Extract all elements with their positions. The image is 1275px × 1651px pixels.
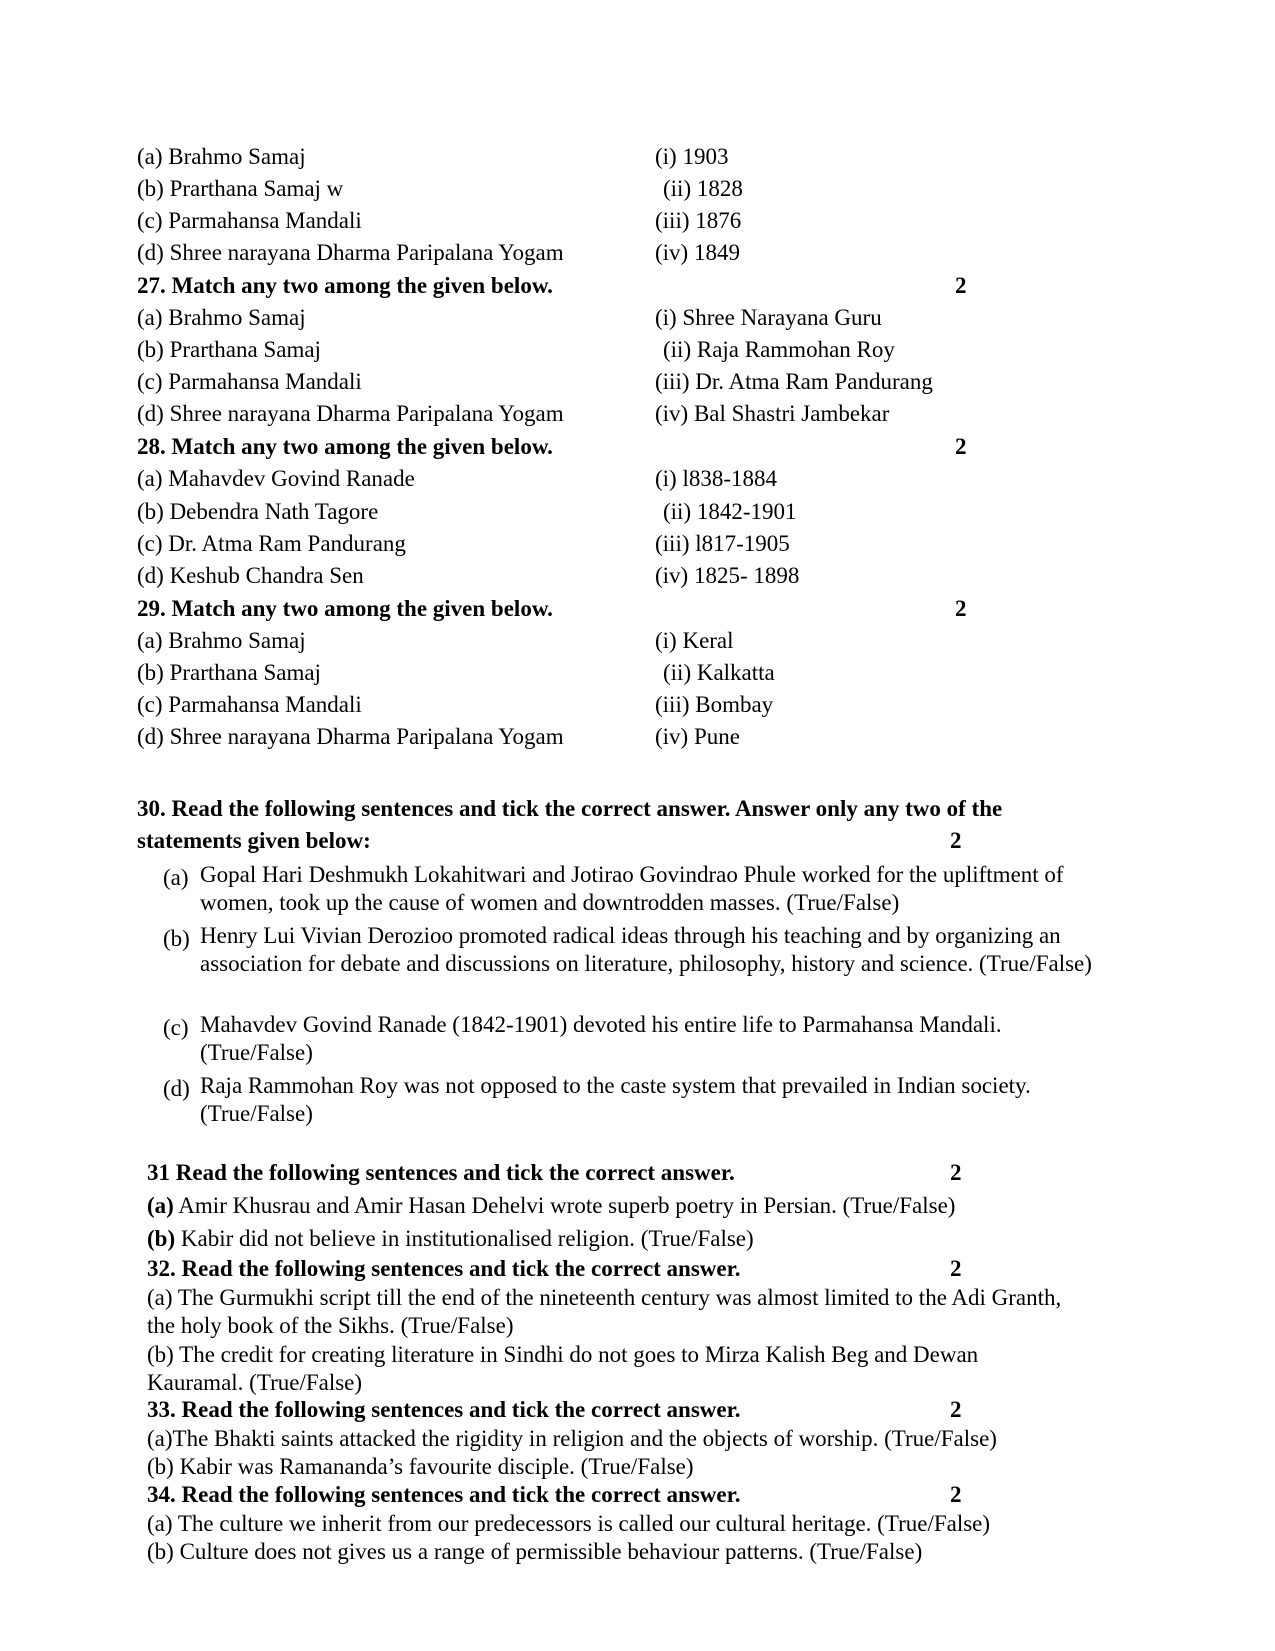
q27-right-iii: (iii) Dr. Atma Ram Pandurang [655, 369, 933, 394]
q29-left-c: (c) Parmahansa Mandali [137, 692, 362, 717]
q26-right-i: (i) 1903 [655, 144, 729, 169]
q30-item-b-text: Henry Lui Vivian Derozioo promoted radical ideas through his teaching and by organizing an association for debate and discussions on literature, philosophy, history and science. (True/False) [200, 923, 1092, 976]
q27-right-i: (i) Shree Narayana Guru [655, 305, 882, 330]
q28-right-ii: (ii) 1842-1901 [663, 499, 797, 524]
q29-left-a: (a) Brahmo Samaj [137, 628, 306, 653]
q30-item-b-label: (b) [163, 926, 190, 951]
q27-left-d: (d) Shree narayana Dharma Paripalana Yogam [137, 401, 564, 426]
q27-left-b: (b) Prarthana Samaj [137, 337, 321, 362]
q31-item-a-label: (a) [147, 1193, 174, 1218]
q27-left-c: (c) Parmahansa Mandali [137, 369, 362, 394]
q29-right-i: (i) Keral [655, 628, 734, 653]
q29-right-ii: (ii) Kalkatta [663, 660, 775, 685]
q27-marks: 2 [955, 273, 967, 298]
q29-left-b: (b) Prarthana Samaj [137, 660, 321, 685]
q30-heading-line2: statements given below: [137, 828, 371, 853]
q34-item-b: (b) Culture does not gives us a range of permissible behaviour patterns. (True/False) [147, 1539, 923, 1564]
q30-item-c-text: Mahavdev Govind Ranade (1842-1901) devoted his entire life to Parmahansa Mandali. (True/False) [200, 1012, 1002, 1065]
q27-right-ii: (ii) Raja Rammohan Roy [663, 337, 895, 362]
q26-left-c: (c) Parmahansa Mandali [137, 208, 362, 233]
q26-right-iii: (iii) 1876 [655, 208, 742, 233]
q28-right-i: (i) l838-1884 [655, 466, 778, 491]
q29-right-iii: (iii) Bombay [655, 692, 774, 717]
q26-left-b: (b) Prarthana Samaj w [137, 176, 344, 201]
q28-right-iii: (iii) l817-1905 [655, 531, 790, 556]
q30-item-d-label: (d) [163, 1076, 190, 1101]
q29-left-d: (d) Shree narayana Dharma Paripalana Yogam [137, 724, 564, 749]
q31-item-a [147, 1194, 955, 1217]
q29-heading: 29. Match any two among the given below. [137, 596, 553, 621]
q30-item-d-text: Raja Rammohan Roy was not opposed to the caste system that prevailed in Indian society. (True/False) [200, 1073, 1031, 1126]
q26-right-ii: (ii) 1828 [663, 176, 743, 201]
q33-marks: 2 [950, 1397, 962, 1422]
q28-left-a: (a) Mahavdev Govind Ranade [137, 466, 415, 491]
q28-left-d: (d) Keshub Chandra Sen [137, 563, 364, 588]
q33-item-a: (a)The Bhakti saints attacked the rigidity in religion and the objects of worship. (True/False) [147, 1426, 997, 1451]
q29-marks: 2 [955, 596, 967, 621]
q30-item-a-label: (a) [163, 865, 189, 890]
q28-left-b: (b) Debendra Nath Tagore [137, 499, 379, 524]
q26-left-d: (d) Shree narayana Dharma Paripalana Yogam [137, 240, 564, 265]
q34-item-a: (a) The culture we inherit from our predecessors is called our cultural heritage. (True/False) [147, 1511, 991, 1536]
q30-item-a-text: Gopal Hari Deshmukh Lokahitwari and Jotirao Govindrao Phule worked for the upliftment of women, took up the cause of women and downtrodden masses. (True/False) [200, 862, 1064, 915]
q27-left-a: (a) Brahmo Samaj [137, 305, 306, 330]
q28-left-c: (c) Dr. Atma Ram Pandurang [137, 531, 406, 556]
q32-item-b: (b) The credit for creating literature in Sindhi do not goes to Mirza Kalish Beg and Dewan Kauramal. (True/False) [147, 1342, 979, 1395]
q34-heading: 34. Read the following sentences and tick the correct answer. [147, 1482, 741, 1507]
q26-left-a: (a) Brahmo Samaj [137, 144, 306, 169]
q29-right-iv: (iv) Pune [655, 724, 740, 749]
q32-heading: 32. Read the following sentences and tick the correct answer. [147, 1256, 741, 1281]
q31-item-a-text: Amir Khusrau and Amir Hasan Dehelvi wrote superb poetry in Persian. (True/False) [173, 1193, 956, 1218]
q27-heading: 27. Match any two among the given below. [137, 273, 553, 298]
q27-right-iv: (iv) Bal Shastri Jambekar [655, 401, 890, 426]
q28-right-iv: (iv) 1825- 1898 [655, 563, 800, 588]
q30-item-c-label: (c) [163, 1015, 189, 1040]
q28-marks: 2 [955, 434, 967, 459]
q31-item-b-label: (b) [147, 1226, 176, 1251]
q31-heading: 31 Read the following sentences and tick the correct answer. [147, 1160, 735, 1185]
q33-heading: 33. Read the following sentences and tick the correct answer. [147, 1397, 741, 1422]
q28-heading: 28. Match any two among the given below. [137, 434, 553, 459]
q31-marks: 2 [950, 1160, 962, 1185]
q30-marks: 2 [950, 828, 962, 853]
q34-marks: 2 [950, 1482, 962, 1507]
q31-item-b [147, 1227, 754, 1250]
q32-marks: 2 [950, 1256, 962, 1281]
q30-heading-line1: 30. Read the following sentences and tick the correct answer. Answer only any two of the [137, 796, 1003, 821]
q26-right-iv: (iv) 1849 [655, 240, 740, 265]
q32-item-a: (a) The Gurmukhi script till the end of the nineteenth century was almost limited to the Adi Granth, the holy book of the Sikhs. (True/False) [147, 1285, 1062, 1338]
q31-item-b-text: Kabir did not believe in institutionalised religion. (True/False) [175, 1226, 754, 1251]
q33-item-b: (b) Kabir was Ramananda’s favourite disciple. (True/False) [147, 1454, 694, 1479]
